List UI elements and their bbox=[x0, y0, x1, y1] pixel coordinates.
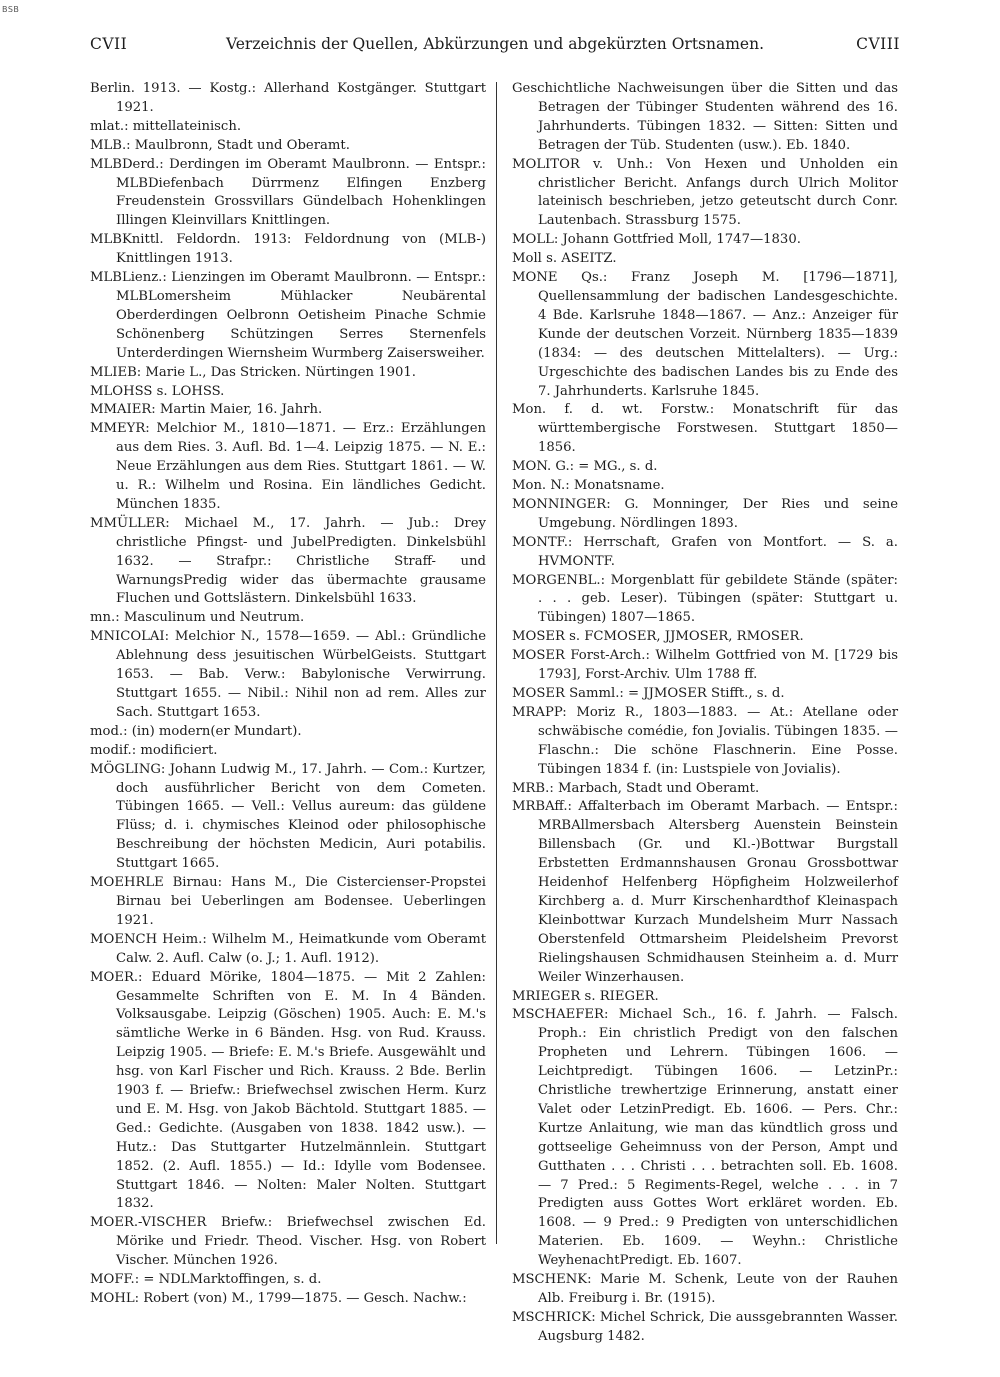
index-entry: mn.: Masculinum und Neutrum. bbox=[90, 610, 305, 626]
index-entry: MONTF.: Herrschaft, Grafen von Montfort. — S. a. HVMONTF. bbox=[512, 534, 898, 569]
index-entry: MOER.: Eduard Mörike, 1804—1875. — Mit 2 Zahlen: Gesammelte Schriften von E. M. In 4 Bänden. Volksausgabe. Leipzig (Göschen) 1905. Auch: E. M.'s sämtliche Werke in 6 Bänden. Hsg. von Rud. Krauss. Leipzig 1905. — Briefe: E. M.'s Briefe. Ausgewählt und hsg. von Karl Fischer und Rich. Krauss. 2 Bde. Berlin 1903 f. — Briefw.: Briefwechsel zwischen Herm. Kurz und E. M. Hsg. von Jakob Bächtold. Stuttgart 1885. — Ged.: Gedichte. (Ausgaben von 1838. 1842 usw.). — Hutz.: Das Stuttgarter Hutzelmännlein. Stuttgart 1852. (2. Aufl. 1855.) — Id.: Idylle vom Bodensee. Stuttgart 1846. — Nolten: Maler Nolten. Stuttgart 1832. bbox=[90, 969, 486, 1212]
index-entry: MOFF.: = NDLMarktoffingen, s. d. bbox=[90, 1272, 322, 1288]
page-number-right: CVIII bbox=[856, 35, 900, 53]
index-entry: MONE Qs.: Franz Joseph M. [1796—1871], Quellensammlung der badischen Landesgeschichte. 4 Bde. Karlsruhe 1848—1867. — Anz.: Anzeiger für Kunde der deutschen Vorzeit. Nürnberg 1835—1839 (1834: — des deutschen Mittelalters). — Urg.: Urgeschichte des badischen Landes bis zu Ende des 7. Jahrhunderts. Karlsruhe 1845. bbox=[512, 270, 898, 399]
index-entry: MOLITOR v. Unh.: Von Hexen und Unholden ein christlicher Bericht. Anfangs durch Ulrich Molitor lateinisch beschrieben, jetzo geteutscht durch Conr. Lautenbach. Strassburg 1575. bbox=[512, 156, 898, 229]
index-entry: MNICOLAI: Melchior N., 1578—1659. — Abl.: Gründliche Ablehnung dess jesuitischen WürbelGeists. Stuttgart 1653. — Bab. Verw.: Babylonische Verwirrung. Stuttgart 1655. — Nibil.: Nihil non ad rem. Alles zur Sach. Stuttgart 1653. bbox=[90, 629, 486, 720]
index-entry: MOHL: Robert (von) M., 1799—1875. — Gesch. Nachw.: bbox=[90, 1291, 467, 1306]
index-entry: MÖGLING: Johann Ludwig M., 17. Jahrh. — Com.: Kurtzer, doch ausführlicher Bericht von dem Cometen. Tübingen 1665. — Vell.: Vellus aureum: das güldene Flüss; d. i. chymisches Kleinod oder philosophische Beschreibung der höchsten Medicin, Auri potabilis. Stuttgart 1665. bbox=[90, 761, 486, 872]
page-number-left: CVII bbox=[90, 35, 128, 53]
page-header bbox=[90, 35, 900, 59]
index-entry: MRBAff.: Affalterbach im Oberamt Marbach. — Entspr.: MRBAllmersbach Altersberg Auenstein Beinstein Billensbach (Gr. und Kl.-)Bottwar Burgstall Erbstetten Erdmannshausen Gronau Grossbottwar Heidenhof Helfenberg Höpfigheim Holzweilerhof Kirchberg a. d. Murr Kirschenhardthof Kleinaspach Kleinbottwar Kurzach Mundelsheim Murr Nassach Oberstenfeld Ottmarsheim Pleidelsheim Prevorst Rielingshausen Schmidhausen Steinheim a. d. Murr Weiler Winzerhausen. bbox=[512, 799, 898, 985]
column-divider bbox=[496, 82, 497, 1244]
index-entry: Geschichtliche Nachweisungen über die Sitten und das Betragen der Tübinger Studenten während des 16. Jahrhunderts. Tübingen 1832. — Sitten: Sitten und Betragen der Tüb. Studenten (usw.). Eb. 1840. bbox=[512, 81, 898, 153]
index-entry: MMEYR: Melchior M., 1810—1871. — Erz.: Erzählungen aus dem Ries. 3. Aufl. Bd. 1—4. Leipzig 1875. — N. E.: Neue Erzählungen aus dem Ries. Stuttgart 1861. — W. u. R.: Wilhelm und Rosina. Ein ländliches Gedicht. München 1835. bbox=[90, 421, 486, 512]
running-title: Verzeichnis der Quellen, Abkürzungen und abgekürzten Ortsnamen. bbox=[225, 35, 765, 53]
index-entry: MSCHAEFER: Michael Sch., 16. f. Jahrh. — Falsch. Proph.: Ein christlich Predigt von den falschen Propheten und Lehrern. Tübingen 1606. — Leichtpredigt. Tübingen 1606. — LetzinPr.: Christliche trewhertzige Erinnerung, anstatt einer Valet oder LetzinPredigt. Eb. 1606. — Pers. Chr.: Kurtze Anlaitung, wie man das kündtlich gross und gottseelige Geheimnuss von der Person, Ampt und Gutthaten . . . Christi . . . betrachten soll. Eb. 1608. — 7 Pred.: 5 Regiments-Regel, welche . . . in 7 Predigten auss Gottes Wort erkläret worden. Eb. 1608. — 9 Pred.: 9 Predigten von unterschidlichen Materien. Eb. 1609. — Weyhn.: Christliche WeyhenachtPredigt. Eb. 1607. bbox=[512, 1007, 898, 1269]
index-entry: mod.: (in) modern(er Mundart). bbox=[90, 723, 302, 739]
right-column bbox=[512, 80, 898, 1347]
index-entry: MRB.: Marbach, Stadt und Oberamt. bbox=[512, 780, 760, 796]
index-entry: MRAPP: Moriz R., 1803—1883. — At.: Atellane oder schwäbische comédie, fon Jovialis. Tübingen 1835. — Flaschn.: Die schöne Flaschnerin. Eine Posse. Tübingen 1834 f. (in: Lustspiele von Jovialis). bbox=[512, 704, 898, 777]
index-entry: MOENCH Heim.: Wilhelm M., Heimatkunde vom Oberamt Calw. 2. Aufl. Calw (o. J.; 1. Aufl. 1912). bbox=[90, 931, 486, 966]
index-entry: MLBDerd.: Derdingen im Oberamt Maulbronn. — Entspr.: MLBDiefenbach Dürrmenz Elfingen Enzberg Freudenstein Grossvillars Gündelbach Hohenklingen Illingen Kleinvillars Knittlingen. bbox=[90, 156, 486, 229]
left-column bbox=[90, 80, 486, 1309]
index-entry: MMÜLLER: Michael M., 17. Jahrh. — Jub.: Drey christliche Pfingst- und JubelPredigten. Dinkelsbühl 1632. — Strafpr.: Christliche Straff- und WarnungsPredig wider das übermachte grausame Fluchen und Gottslästern. Dinkelsbühl 1633. bbox=[90, 515, 486, 607]
index-entry: mlat.: mittellateinisch. bbox=[90, 118, 242, 134]
index-entry: MOER.-VISCHER Briefw.: Briefwechsel zwischen Ed. Mörike und Friedr. Theod. Vischer. Hsg. von Robert Vischer. München 1926. bbox=[90, 1215, 486, 1269]
index-entry: Mon. N.: Monatsname. bbox=[512, 478, 665, 494]
index-entry: MRIEGER s. RIEGER. bbox=[512, 988, 659, 1004]
index-entry: Mon. f. d. wt. Forstw.: Monatschrift für das württembergische Forstwesen. Stuttgart 1850—1856. bbox=[512, 402, 898, 456]
index-entry: MSCHRICK: Michel Schrick, Die aussgebrannten Wasser. Augsburg 1482. bbox=[512, 1309, 898, 1344]
index-entry: Moll s. ASEITZ. bbox=[512, 251, 617, 267]
index-entry: MLB.: Maulbronn, Stadt und Oberamt. bbox=[90, 137, 350, 153]
index-entry: MLBLienz.: Lienzingen im Oberamt Maulbronn. — Entspr.: MLBLomersheim Mühlacker Neubärental Oberderdingen Oelbronn Oetisheim Pinache Schmie Schönenberg Schützingen Serres Sternenfels Unterderdingen Wiernsheim Wurmberg Zaisersweiher. bbox=[90, 270, 486, 361]
index-entry: MOEHRLE Birnau: Hans M., Die Cistercienser-Propstei Birnau bei Ueberlingen am Bodensee. Ueberlingen 1921. bbox=[90, 875, 486, 928]
index-entry: modif.: modificiert. bbox=[90, 742, 218, 758]
index-entry: MOSER Forst-Arch.: Wilhelm Gottfried von M. [1729 bis 1793], Forst-Archiv. Ulm 1788 ff. bbox=[512, 648, 898, 683]
index-entry: MOLL: Johann Gottfried Moll, 1747—1830. bbox=[512, 232, 801, 248]
index-entry: MMAIER: Martin Maier, 16. Jahrh. bbox=[90, 402, 323, 418]
index-entry: Berlin. 1913. — Kostg.: Allerhand Kostgänger. Stuttgart 1921. bbox=[90, 81, 486, 115]
index-entry: MON. G.: = MG., s. d. bbox=[512, 459, 658, 475]
library-stamp: BSB bbox=[2, 5, 20, 14]
index-entry: MORGENBL.: Morgenblatt für gebildete Stände (später: . . . geb. Leser). Tübingen (später: Stuttgart u. Tübingen) 1807—1865. bbox=[512, 572, 898, 626]
index-entry: MONNINGER: G. Monninger, Der Ries und seine Umgebung. Nördlingen 1893. bbox=[512, 496, 898, 531]
index-entry: MLBKnittl. Feldordn. 1913: Feldordnung von (MLB-) Knittlingen 1913. bbox=[90, 232, 486, 267]
index-entry: MOSER s. FCMOSER, JJMOSER, RMOSER. bbox=[512, 629, 804, 645]
index-entry: MSCHENK: Marie M. Schenk, Leute von der Rauhen Alb. Freiburg i. Br. (1915). bbox=[512, 1272, 898, 1306]
index-entry: MLIEB: Marie L., Das Stricken. Nürtingen 1901. bbox=[90, 364, 416, 380]
index-entry: MOSER Samml.: = JJMOSER Stifft., s. d. bbox=[512, 686, 785, 701]
index-entry: MLOHSS s. LOHSS. bbox=[90, 383, 225, 399]
